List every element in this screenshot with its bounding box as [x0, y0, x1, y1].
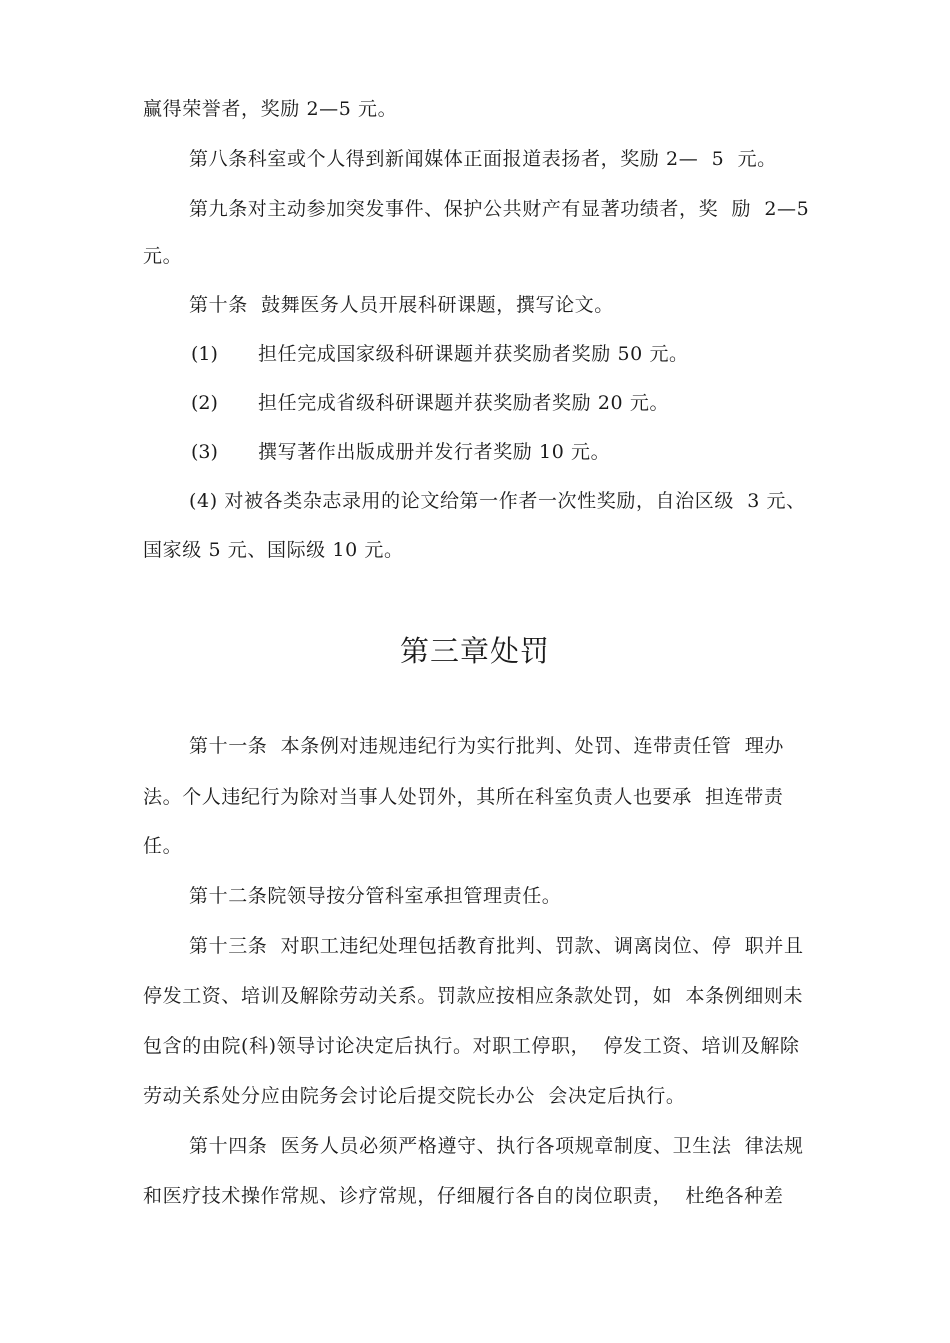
article-14-line-1: 第十四条 医务人员必须严格遵守、执行各项规章制度、卫生法 律法规 [189, 1135, 804, 1157]
article-13-line-1: 第十三条 对职工违纪处理包括教育批判、罚款、调离岗位、停 职并且 [189, 935, 804, 957]
item-4-line-2: 国家级 5 元、国际级 10 元。 [143, 539, 404, 561]
article-9: 第九条对主动参加突发事件、保护公共财产有显著功绩者，奖 励 2—5 [189, 198, 810, 220]
item-1-text: 担任完成国家级科研课题并获奖励者奖励 50 元。 [258, 343, 689, 365]
article-11-line-1: 第十一条 本条例对违规违纪行为实行批判、处罚、连带责任管 理办 [189, 735, 784, 757]
article-14-line-2: 和医疗技术操作常规、诊疗常规，仔细履行各自的岗位职责， 杜绝各种差 [143, 1185, 784, 1207]
article-10: 第十条 鼓舞医务人员开展科研课题，撰写论文。 [189, 294, 614, 316]
article-11-line-3: 任。 [143, 835, 183, 857]
item-3-text: 撰写著作出版成册并发行者奖励 10 元。 [258, 441, 611, 463]
item-3-number: (3) [191, 441, 218, 463]
article-13-line-3: 包含的由院(科)领导讨论决定后执行。对职工停职， 停发工资、培训及解除 [143, 1035, 800, 1057]
article-13-line-2: 停发工资、培训及解除劳动关系。罚款应按相应条款处罚，如 本条例细则未 [143, 985, 804, 1007]
text-line-award-honor: 赢得荣誉者，奖励 2—5 元。 [143, 98, 398, 120]
chapter-title: 第三章处罚 [399, 634, 550, 668]
article-12: 第十二条院领导按分管科室承担管理责任。 [189, 885, 562, 907]
item-1-number: (1) [191, 343, 218, 365]
article-11-line-2: 法。个人违纪行为除对当事人处罚外，其所在科室负责人也要承 担连带责 [143, 786, 784, 808]
article-9-continuation: 元。 [143, 245, 183, 267]
item-2-text: 担任完成省级科研课题并获奖励者奖励 20 元。 [258, 392, 670, 414]
article-8: 第八条科室或个人得到新闻媒体正面报道表扬者，奖励 2— 5 元。 [189, 148, 777, 170]
item-2-number: (2) [191, 392, 218, 414]
article-13-line-4: 劳动关系处分应由院务会讨论后提交院长办公 会决定后执行。 [143, 1085, 686, 1107]
item-4-line-1: (4) 对被各类杂志录用的论文给第一作者一次性奖励，自治区级 3 元、 [189, 490, 806, 512]
